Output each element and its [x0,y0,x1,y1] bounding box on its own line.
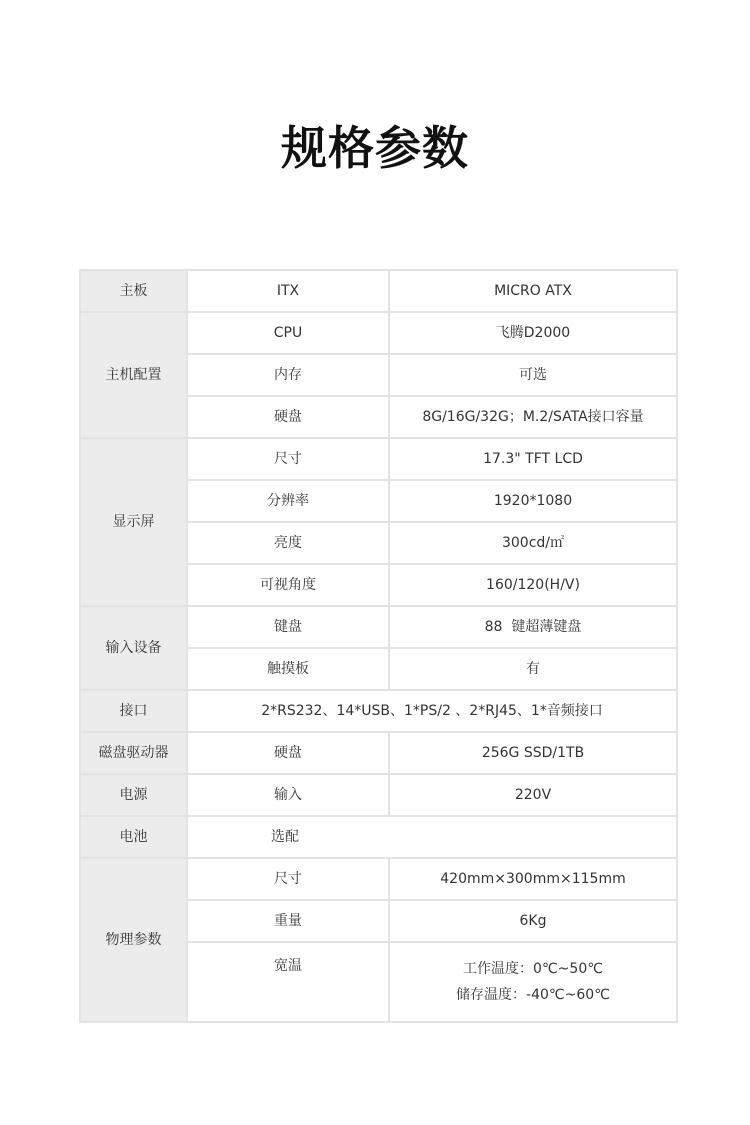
working-temperature: 工作温度：0℃~50℃ [463,961,603,977]
spec-value: 可选 [389,354,677,396]
spec-value: 160/120(H/V) [389,564,677,606]
table-row [80,690,677,732]
table-row [80,438,677,480]
category-mainboard: 主板 [80,270,187,312]
spec-table [79,269,678,1023]
category-host: 主机配置 [80,312,187,438]
storage-temperature: 储存温度：-40℃~60℃ [456,987,610,1003]
spec-value-temperature [389,942,677,1022]
spec-value: 飞腾D2000 [389,312,677,354]
spec-value: MICRO ATX [389,270,677,312]
table-row [80,774,677,816]
category-battery: 电池 [80,816,187,858]
spec-item: 触摸板 [187,648,389,690]
table-row [80,606,677,648]
spec-item: 重量 [187,900,389,942]
spec-item: 内存 [187,354,389,396]
table-row [80,312,677,354]
spec-item: 输入 [187,774,389,816]
spec-value: 300cd/㎡ [389,522,677,564]
spec-item: 硬盘 [187,396,389,438]
spec-item: 亮度 [187,522,389,564]
spec-item: 可视角度 [187,564,389,606]
spec-value: 256G SSD/1TB [389,732,677,774]
table-row [80,732,677,774]
spec-value: 有 [389,648,677,690]
table-row [80,816,677,858]
spec-item: 尺寸 [187,438,389,480]
spec-item: 宽温 [187,942,389,1022]
category-power: 电源 [80,774,187,816]
page-title: 规格参数 [281,121,469,175]
spec-value: 选配 [187,816,677,858]
category-physical: 物理参数 [80,858,187,1022]
category-interface: 接口 [80,690,187,732]
spec-value: 17.3" TFT LCD [389,438,677,480]
spec-value: 220V [389,774,677,816]
spec-item: CPU [187,312,389,354]
category-input: 输入设备 [80,606,187,690]
spec-value: 6Kg [389,900,677,942]
spec-item: 分辨率 [187,480,389,522]
spec-item: ITX [187,270,389,312]
spec-value: 1920*1080 [389,480,677,522]
category-disk-drive: 磁盘驱动器 [80,732,187,774]
spec-value: 8G/16G/32G；M.2/SATA接口容量 [389,396,677,438]
spec-item: 硬盘 [187,732,389,774]
table-row [80,270,677,312]
spec-value: 420mm×300mm×115mm [389,858,677,900]
category-display: 显示屏 [80,438,187,606]
spec-value: 2*RS232、14*USB、1*PS/2 、2*RJ45、1*音频接口 [187,690,677,732]
spec-item: 键盘 [187,606,389,648]
table-row [80,858,677,900]
spec-item: 尺寸 [187,858,389,900]
spec-value: 88 键超薄键盘 [389,606,677,648]
